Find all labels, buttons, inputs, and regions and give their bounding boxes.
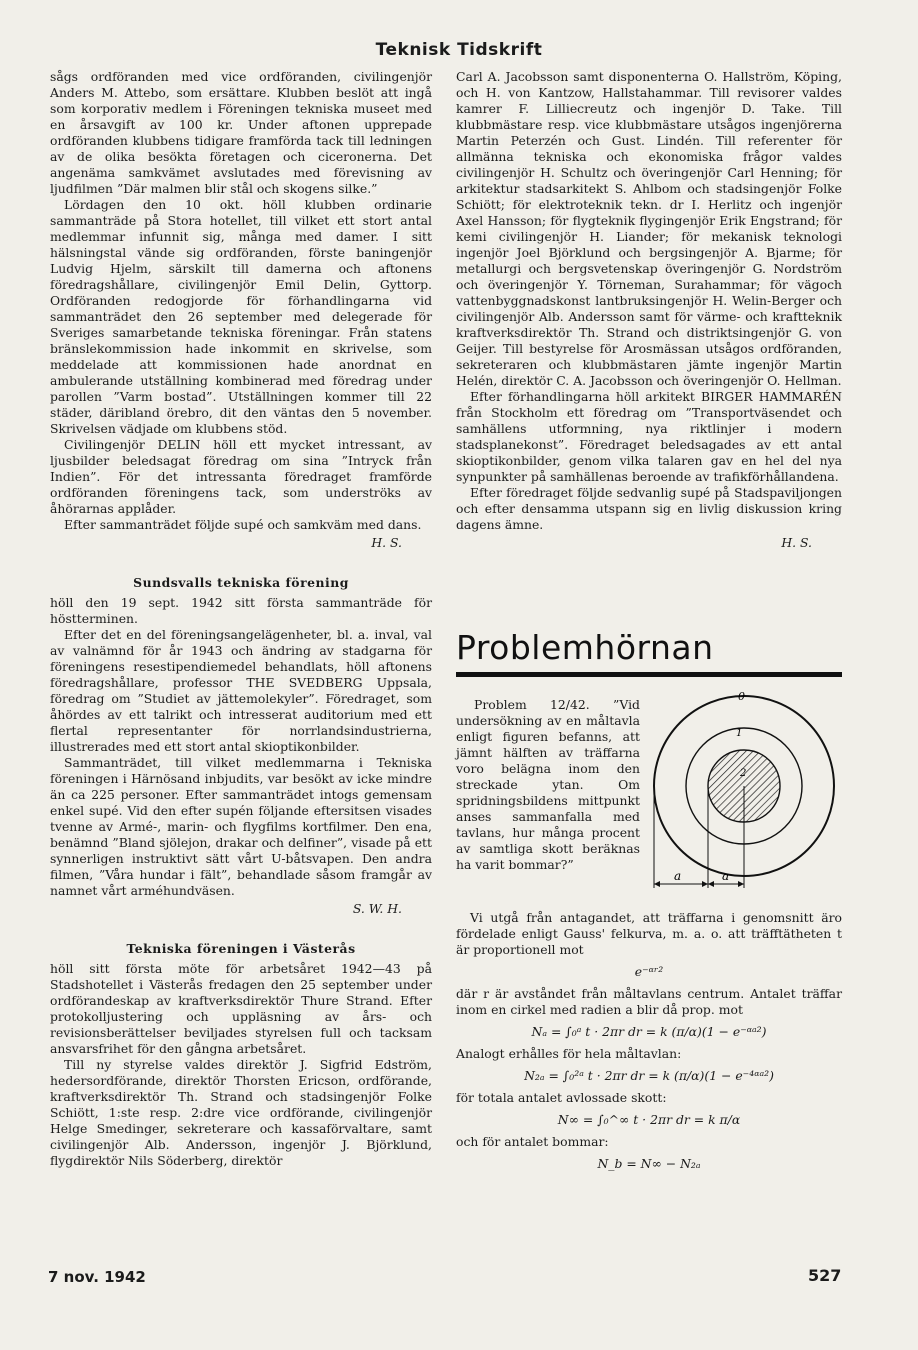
equation-ninf: N∞ = ∫₀^∞ t · 2πr dr = k π/α — [557, 1112, 741, 1127]
issue-date: 7 nov. 1942 — [48, 1268, 146, 1286]
paragraph: och för antalet bommar: — [456, 1134, 609, 1149]
paragraph: för totala antalet avlossade skott: — [456, 1090, 667, 1105]
signature: H. S. — [371, 535, 402, 550]
paragraph: Sammanträdet, till vilket medlemmarna i Tekniska föreningen i Härnösand inbjudits, var besökt av icke mindre än ca 225 personer. Efter sammanträdet intogs gemensam enkel supé. Vid den efter supén följande eftersitsen visades tvenne av Armé-, marin- och flygfilms kortfilmer. Den ena, benämnd ”Bland sjölejon, drakar och delfiner”, visade på ett synnerligen instruktivt sätt vårt U-båtsvapen. Den andra filmen, ”Våra hundar i fält”, behandlade såsom framgår av namnet vårt arméhundväsen. — [50, 755, 432, 898]
page-number: 527 — [808, 1266, 842, 1285]
signature: H. S. — [781, 535, 812, 550]
paragraph: sågs ordföranden med vice ordföranden, civilingenjör Anders M. Attebo, som ersättare. Klubben beslöt att ingå som korporativ medlem i Föreningen tekniska museet med en årsavgift av 100 kr. Under aftonen upprepade ordföranden klubbens tidigare framförda tack till ledningen av de olika besökta företagen och ciceronerna. Det angenäma samkvämet avslutades med förevisning av ljudfilmen ”Där malmen blir stål och skogens silke.” — [50, 69, 432, 196]
paragraph: Efter föredraget följde sedvanlig supé på Stadspaviljongen och efter densamma utspann sig en livlig diskussion kring dagens ämne. — [456, 485, 842, 532]
label-a2: a — [722, 869, 730, 883]
paragraph: Efter förhandlingarna höll arkitekt BIRGER HAMMARÉN från Stockholm ett föredrag om ”Transportväsendet och samhällens utformning, nya riktlinjer i modern stadsplanekonst”. Föredraget beledsagades av ett antal skioptikonbilder, genom vilka talaren gav en hel del nya synpunkter på samhällenas beroende av trafikförhållandena. — [456, 389, 842, 484]
label-a1: a — [674, 869, 682, 883]
paragraph: Problem 12/42. ”Vid undersökning av en måltavla enligt figuren befanns, att jämnt hälften av träffarna voro belägna inom den streckade ytan. Om spridningsbildens mittpunkt anses sammanfalla med tavlans, hur många procent av samtliga skott beräknas ha varit bommar?” — [456, 697, 640, 872]
paragraph: Civilingenjör DELIN höll ett mycket intressant, av ljusbilder beledsagat föredrag om sina ”Intryck från Indien”. För det intressanta föredraget framförde ordföranden föreningens tack, som underströks av åhörarnas applåder. — [50, 437, 432, 516]
equation-n2a: N₂ₐ = ∫₀²ᵃ t · 2πr dr = k (π/α)(1 − e⁻⁴ᵅᵃ²) — [524, 1068, 774, 1083]
equation-na: Nₐ = ∫₀ᵃ t · 2πr dr = k (π/α)(1 − e⁻ᵅᵃ²) — [531, 1024, 767, 1039]
solution-text — [456, 910, 842, 1178]
label-1: 1 — [736, 728, 743, 739]
title-rule — [456, 672, 842, 677]
equation-nb: N_b = N∞ − N₂ₐ — [597, 1156, 701, 1171]
paragraph: Till ny styrelse valdes direktör J. Sigfrid Edström, hedersordförande, direktör Thorsten Ericson, ordförande, kraftverksdirektör Th. Strand och stadsingenjör Folke Schiött, 1:ste resp. 2:dre vice ordförande, civilingenjör Helge Smedinger, sekreterare och kassaförvaltare, samt civilingenjör Alb. Andersson, ingenjör J. Björklund, flygdirektör Nils Söderberg, direktör — [50, 1057, 432, 1168]
signature: S. W. H. — [352, 901, 402, 916]
section-title: Tekniska föreningen i Västerås — [126, 941, 356, 956]
paragraph: Vi utgå från antagandet, att träffarna i genomsnitt äro fördelade enligt Gauss' felkurva, m. a. o. att träfftätheten t är proportionell mot — [456, 910, 842, 957]
journal-header: Teknisk Tidskrift — [375, 40, 543, 60]
section-title: Sundsvalls tekniska förening — [133, 575, 349, 590]
paragraph: höll sitt första möte för arbetsåret 1942—43 på Stadshotellet i Västerås fredagen den 25 september under ordförandeskap av kraftverksdirektör Thure Strand. Efter protokolljustering och uppläsning av års- och revisionsberättelser beviljades styrelsen full och tacksam ansvarsfrihet för den gångna arbetsåret. — [50, 961, 432, 1056]
label-0: 0 — [738, 690, 745, 703]
left-column — [50, 69, 432, 1169]
label-2: 2 — [740, 768, 747, 779]
paragraph: höll den 19 sept. 1942 sitt första sammanträde för höstterminen. — [50, 595, 432, 626]
paragraph: Efter sammanträdet följde supé och samkväm med dans. — [64, 517, 422, 532]
paragraph: Efter det en del föreningsangelägenheter, bl. a. inval, val av valnämnd för år 1943 och ändring av stadgarna för föreningens resestipendiemedel behandlats, höll aftonens föredragshållare, professor THE SVEDBERG Uppsala, föredrag om ”Studiet av jättemolekyler”. Föredraget, som åhördes av ett talrikt och intresserat auditorium med ett flertal representanter för norrlandsindustrierna, illustrerades med ett stort antal skioptikonbilder. — [50, 627, 432, 754]
problem-corner-title: Problemhörnan — [456, 628, 714, 667]
equation-density: e⁻ᵅʳ² — [634, 964, 664, 979]
target-figure — [646, 688, 842, 898]
problem-statement — [456, 697, 640, 873]
paragraph: Carl A. Jacobsson samt disponenterna O. Hallström, Köping, och H. von Kantzow, Hallstahammar. Till revisorer valdes kamrer F. Lilliecreutz och ingenjör D. Take. Till klubbmästare resp. vice klubbmästare utsågos ingenjörerna Martin Peterzén och Gust. Lindén. Till referenter för allmänna tekniska och ekonomiska frågor valdes civilingenjör H. Schultz och överingenjör Carl Henning; för arkitektur stadsarkitekt S. Ahlbom och stadsingenjör Folke Schiött; för elektroteknik tekn. dr I. Herlitz och ingenjör Axel Hansson; för flygteknik flygingenjör Erik Engstrand; för kemi civilingenjör H. Liander; för mekanisk teknologi ingenjör Joel Björklund och bergsingenjör A. Bjarme; för metallurgi och bergsvetenskap överingenjör G. Nordström och överingenjör Y. Törneman, Surahammar; för vägoch vattenbyggnadskonst lantbruksingenjör H. Welin-Berger och civilingenjör Alb. Andersson samt för värme- och kraftteknik kraftverksdirektör Th. Strand och distriktsingenjör G. von Geijer. Till bestyrelse för Arosmässan utsågos ordföranden, sekreteraren och klubbmästaren jämte ingenjör Martin Helén, direktör C. A. Jacobsson och överingenjör O. Hellman. — [456, 69, 842, 388]
paragraph: Lördagen den 10 okt. höll klubben ordinarie sammanträde på Stora hotellet, till vilket ett stort antal medlemmar infunnit sig, många med damer. I sitt hälsningstal vände sig ordföranden, förste baningenjör Ludvig Hjelm, särskilt till damerna och aftonens föredragshållare, civilingenjör Emil Delin, Gyttorp. Ordföranden redogjorde för förhandlingarna vid sammanträdet den 26 september med delegerade för Sveriges samarbetande tekniska föreningar. Från statens bränslekommission hade inkommit en skrivelse, som meddelade att kommissionen hade anordnat en ambulerande utställning kombinerad med föredrag under parollen ”Varm bostad”. Utställningen kommer till 22 städer, däribland örebro, dit den väntas den 5 november. Skrivelsen vädjade om klubbens stöd. — [50, 197, 432, 436]
paragraph: Analogt erhålles för hela måltavlan: — [456, 1046, 682, 1061]
paragraph: där r är avståndet från måltavlans centrum. Antalet träffar inom en cirkel med radien a blir då prop. mot — [456, 986, 842, 1017]
right-column — [456, 69, 842, 551]
